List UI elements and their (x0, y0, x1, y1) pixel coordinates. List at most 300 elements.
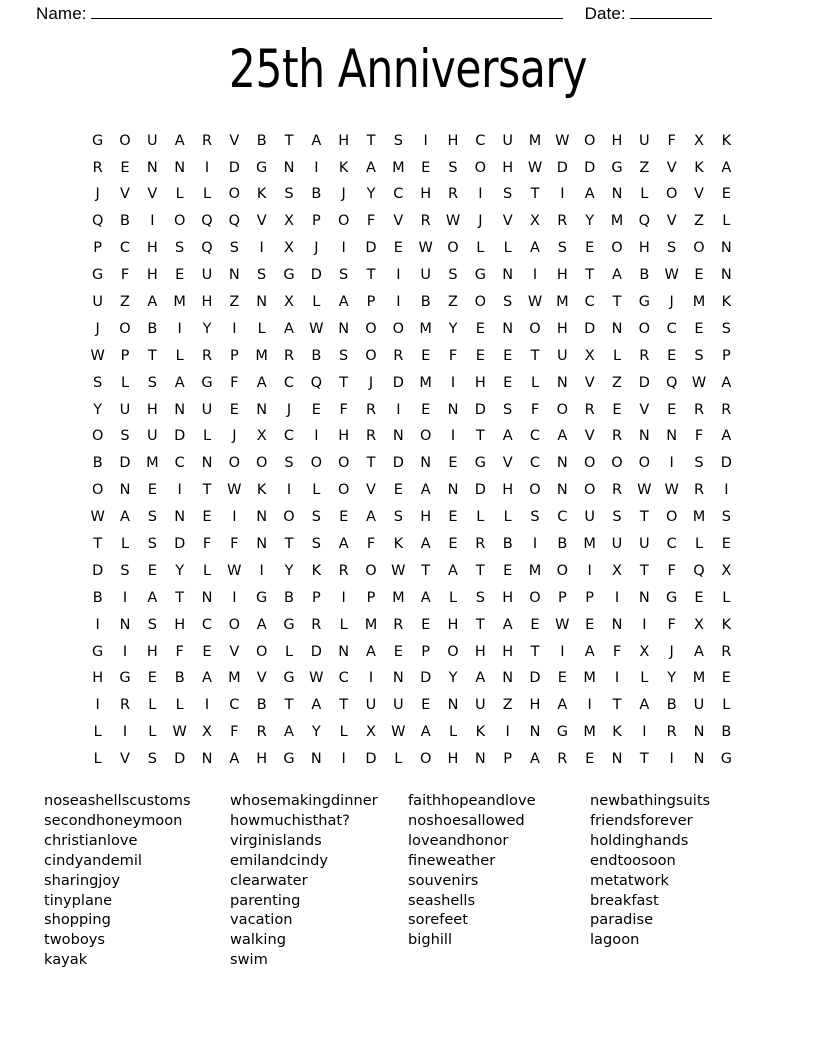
grid-cell[interactable]: O (228, 616, 241, 633)
grid-cell[interactable]: U (201, 267, 213, 284)
grid-cell[interactable]: O (529, 589, 541, 606)
grid-cell[interactable]: D (310, 643, 322, 660)
grid-cell[interactable]: L (120, 374, 130, 391)
grid-cell[interactable]: I (560, 643, 565, 660)
grid-cell[interactable]: F (230, 536, 239, 552)
grid-cell[interactable]: B (174, 670, 185, 687)
grid-cell[interactable]: R (365, 401, 377, 418)
grid-cell[interactable]: T (639, 751, 649, 768)
grid-cell[interactable]: I (177, 320, 182, 337)
grid-cell[interactable]: K (721, 293, 732, 310)
grid-cell[interactable]: E (475, 347, 485, 364)
grid-cell[interactable]: Y (93, 401, 103, 418)
grid-cell[interactable]: S (503, 401, 513, 418)
grid-cell[interactable]: S (284, 186, 294, 203)
grid-cell[interactable]: S (147, 536, 157, 552)
grid-cell[interactable]: L (722, 589, 731, 606)
grid-cell[interactable]: O (529, 482, 541, 499)
grid-cell[interactable]: A (721, 428, 732, 445)
grid-cell[interactable]: I (150, 213, 155, 230)
grid-cell[interactable]: N (392, 670, 404, 687)
grid-cell[interactable]: X (584, 347, 595, 364)
grid-cell[interactable]: L (257, 320, 266, 337)
grid-cell[interactable]: Q (91, 213, 104, 230)
grid-cell[interactable]: A (721, 159, 732, 176)
grid-cell[interactable]: I (396, 401, 401, 418)
word-list-item[interactable]: sharingjoy (44, 871, 120, 889)
grid-cell[interactable]: D (365, 751, 377, 768)
grid-cell[interactable]: R (201, 347, 213, 364)
grid-cell[interactable]: N (447, 401, 459, 418)
grid-cell[interactable]: L (202, 428, 212, 445)
grid-cell[interactable]: E (694, 589, 704, 606)
grid-cell[interactable]: U (557, 347, 568, 364)
grid-cell[interactable]: Q (665, 374, 678, 391)
grid-cell[interactable]: D (174, 536, 186, 552)
grid-cell[interactable]: T (639, 562, 649, 579)
grid-cell[interactable]: I (368, 670, 374, 687)
grid-cell[interactable]: X (284, 213, 294, 230)
grid-cell[interactable]: D (584, 320, 596, 337)
grid-cell[interactable]: S (475, 589, 485, 606)
grid-cell[interactable]: O (119, 320, 131, 337)
grid-cell[interactable]: O (556, 562, 569, 579)
grid-cell[interactable]: H (556, 320, 568, 337)
grid-cell[interactable]: A (448, 562, 458, 579)
grid-cell[interactable]: G (283, 751, 295, 768)
grid-cell[interactable]: I (95, 616, 100, 633)
grid-cell[interactable]: D (420, 670, 432, 687)
grid-cell[interactable]: Y (175, 562, 185, 579)
grid-cell[interactable]: F (667, 132, 676, 149)
grid-cell[interactable]: A (256, 616, 267, 633)
grid-cell[interactable]: A (530, 751, 540, 768)
grid-cell[interactable]: K (475, 724, 486, 741)
grid-cell[interactable]: C (283, 428, 295, 445)
grid-cell[interactable]: W (555, 132, 570, 149)
grid-cell[interactable]: O (474, 293, 487, 310)
grid-cell[interactable]: U (611, 536, 623, 552)
grid-cell[interactable]: L (175, 186, 184, 203)
grid-cell[interactable]: T (93, 536, 103, 552)
grid-cell[interactable]: C (119, 240, 131, 257)
grid-cell[interactable]: N (474, 751, 486, 768)
grid-cell[interactable]: G (92, 267, 104, 284)
grid-cell[interactable]: O (228, 186, 241, 203)
grid-cell[interactable]: V (639, 401, 650, 418)
grid-cell[interactable]: N (556, 374, 568, 391)
grid-cell[interactable]: S (694, 455, 704, 472)
grid-cell[interactable]: G (119, 670, 131, 687)
grid-cell[interactable]: N (502, 267, 514, 284)
grid-cell[interactable]: A (557, 697, 568, 714)
grid-cell[interactable]: N (146, 159, 158, 176)
grid-cell[interactable]: S (503, 186, 513, 203)
word-list-item[interactable]: whosemakingdinner (230, 792, 378, 810)
grid-cell[interactable]: O (173, 213, 186, 230)
grid-cell[interactable]: V (584, 374, 595, 391)
grid-cell[interactable]: E (202, 509, 212, 526)
grid-cell[interactable]: R (557, 213, 568, 230)
grid-cell[interactable]: G (638, 293, 650, 310)
grid-cell[interactable]: X (284, 240, 294, 257)
grid-cell[interactable]: I (122, 643, 128, 660)
grid-cell[interactable]: L (339, 724, 348, 741)
grid-cell[interactable]: L (448, 724, 458, 741)
grid-cell[interactable]: B (639, 267, 650, 284)
grid-cell[interactable]: A (557, 428, 568, 445)
word-list-item[interactable]: emilandcindy (230, 851, 328, 869)
grid-cell[interactable]: M (556, 293, 569, 310)
grid-cell[interactable]: M (583, 536, 596, 552)
grid-cell[interactable]: D (529, 670, 541, 687)
grid-cell[interactable]: M (419, 374, 432, 391)
grid-cell[interactable]: A (366, 159, 376, 176)
grid-cell[interactable]: H (146, 240, 158, 257)
grid-cell[interactable]: D (365, 240, 377, 257)
grid-cell[interactable]: W (90, 509, 105, 526)
grid-cell[interactable]: T (366, 267, 376, 284)
grid-cell[interactable]: S (393, 132, 403, 149)
grid-cell[interactable]: N (310, 751, 322, 768)
grid-cell[interactable]: T (202, 482, 212, 499)
grid-cell[interactable]: O (365, 320, 377, 337)
grid-cell[interactable]: Z (229, 293, 240, 310)
grid-cell[interactable]: X (721, 562, 732, 579)
grid-cell[interactable]: O (583, 455, 596, 472)
grid-cell[interactable]: O (447, 240, 459, 257)
grid-cell[interactable]: C (338, 670, 349, 687)
grid-cell[interactable]: Q (693, 562, 705, 579)
grid-cell[interactable]: M (692, 509, 706, 526)
grid-cell[interactable]: M (255, 347, 268, 364)
grid-cell[interactable]: W (691, 374, 707, 391)
grid-cell[interactable]: I (724, 482, 729, 499)
grid-cell[interactable]: W (172, 724, 187, 741)
grid-cell[interactable]: A (366, 643, 376, 660)
grid-cell[interactable]: S (721, 320, 731, 337)
grid-cell[interactable]: G (474, 455, 486, 472)
grid-cell[interactable]: F (530, 401, 540, 418)
grid-cell[interactable]: I (669, 455, 674, 472)
grid-cell[interactable]: E (448, 509, 458, 526)
grid-cell[interactable]: I (204, 159, 210, 176)
grid-cell[interactable]: O (365, 562, 377, 579)
grid-cell[interactable]: D (92, 562, 104, 579)
grid-cell[interactable]: F (175, 643, 184, 660)
grid-cell[interactable]: I (587, 697, 592, 714)
grid-cell[interactable]: Z (502, 697, 513, 714)
grid-cell[interactable]: H (502, 482, 514, 499)
grid-cell[interactable]: I (450, 374, 456, 391)
grid-cell[interactable]: C (529, 455, 541, 472)
grid-cell[interactable]: E (694, 267, 704, 284)
grid-cell[interactable]: D (474, 401, 486, 418)
grid-cell[interactable]: N (201, 455, 213, 472)
grid-cell[interactable]: O (556, 401, 569, 418)
grid-cell[interactable]: N (556, 455, 568, 472)
grid-cell[interactable]: I (532, 267, 538, 284)
grid-cell[interactable]: C (475, 132, 486, 149)
grid-cell[interactable]: O (337, 482, 350, 499)
grid-cell[interactable]: I (204, 697, 210, 714)
grid-cell[interactable]: N (666, 428, 678, 445)
grid-cell[interactable]: I (642, 616, 647, 633)
grid-cell[interactable]: H (338, 132, 350, 149)
grid-cell[interactable]: O (693, 240, 705, 257)
grid-cell[interactable]: R (693, 482, 705, 499)
grid-cell[interactable]: C (174, 455, 185, 472)
grid-cell[interactable]: N (119, 482, 131, 499)
word-list-item[interactable]: tinyplane (44, 891, 113, 909)
grid-cell[interactable]: E (667, 401, 677, 418)
grid-cell[interactable]: M (364, 616, 378, 633)
grid-cell[interactable]: I (505, 724, 510, 741)
grid-cell[interactable]: X (284, 293, 294, 310)
grid-cell[interactable]: J (314, 240, 319, 257)
grid-cell[interactable]: T (530, 347, 540, 364)
grid-cell[interactable]: A (584, 643, 595, 660)
grid-cell[interactable]: A (420, 536, 431, 552)
grid-cell[interactable]: E (147, 562, 157, 579)
grid-cell[interactable]: Y (585, 213, 595, 230)
grid-cell[interactable]: E (393, 482, 403, 499)
grid-cell[interactable]: N (256, 536, 268, 552)
grid-cell[interactable]: Q (638, 213, 651, 230)
grid-cell[interactable]: L (503, 509, 512, 526)
grid-cell[interactable]: R (721, 643, 732, 660)
grid-cell[interactable]: N (256, 509, 268, 526)
grid-cell[interactable]: E (448, 455, 458, 472)
word-list-item[interactable]: paradise (590, 911, 654, 929)
grid-cell[interactable]: F (667, 562, 676, 579)
grid-cell[interactable]: F (667, 616, 676, 633)
word-list-item[interactable]: fineweather (408, 851, 496, 869)
grid-cell[interactable]: W (555, 616, 570, 633)
grid-cell[interactable]: E (475, 320, 485, 337)
grid-cell[interactable]: X (694, 616, 704, 633)
grid-cell[interactable]: O (583, 132, 596, 149)
grid-cell[interactable]: C (201, 616, 213, 633)
grid-cell[interactable]: S (257, 267, 267, 284)
word-list-item[interactable]: swim (230, 951, 268, 969)
grid-cell[interactable]: E (667, 347, 677, 364)
grid-cell[interactable]: Q (310, 374, 323, 391)
grid-cell[interactable]: L (284, 643, 294, 660)
grid-cell[interactable]: E (503, 562, 513, 579)
grid-cell[interactable]: G (283, 670, 295, 687)
grid-cell[interactable]: S (503, 293, 513, 310)
grid-cell[interactable]: H (146, 401, 158, 418)
grid-cell[interactable]: N (174, 159, 186, 176)
grid-cell[interactable]: G (283, 267, 295, 284)
grid-cell[interactable]: H (638, 240, 650, 257)
grid-cell[interactable]: M (692, 293, 706, 310)
grid-cell[interactable]: I (642, 724, 647, 741)
grid-cell[interactable]: E (721, 186, 731, 203)
grid-cell[interactable]: H (92, 670, 104, 687)
grid-cell[interactable]: E (339, 509, 349, 526)
grid-cell[interactable]: T (339, 374, 349, 391)
grid-cell[interactable]: U (119, 401, 131, 418)
grid-cell[interactable]: P (585, 589, 595, 606)
grid-cell[interactable]: K (721, 132, 732, 149)
grid-cell[interactable]: G (474, 267, 486, 284)
grid-cell[interactable]: O (228, 455, 241, 472)
grid-cell[interactable]: P (557, 589, 567, 606)
grid-cell[interactable]: B (147, 320, 158, 337)
grid-cell[interactable]: A (420, 482, 431, 499)
grid-cell[interactable]: D (174, 428, 186, 445)
grid-cell[interactable]: L (640, 670, 649, 687)
grid-cell[interactable]: A (311, 132, 322, 149)
grid-cell[interactable]: N (611, 751, 623, 768)
grid-cell[interactable]: S (311, 536, 321, 552)
word-list-item[interactable]: vacation (230, 911, 293, 929)
grid-cell[interactable]: F (230, 374, 239, 391)
grid-cell[interactable]: E (175, 267, 185, 284)
grid-cell[interactable]: K (721, 616, 732, 633)
grid-cell[interactable]: L (476, 509, 485, 526)
grid-cell[interactable]: E (530, 616, 540, 633)
grid-cell[interactable]: I (232, 509, 237, 526)
grid-cell[interactable]: B (311, 347, 322, 364)
word-list-item[interactable]: loveandhonor (408, 831, 509, 849)
date-input-line[interactable] (630, 4, 712, 19)
grid-cell[interactable]: O (611, 240, 623, 257)
grid-cell[interactable]: H (420, 186, 432, 203)
grid-cell[interactable]: O (91, 428, 104, 445)
grid-cell[interactable]: D (392, 455, 404, 472)
grid-cell[interactable]: L (694, 536, 704, 552)
grid-cell[interactable]: O (365, 347, 377, 364)
grid-cell[interactable]: A (284, 724, 294, 741)
grid-cell[interactable]: W (445, 213, 461, 230)
grid-cell[interactable]: V (502, 455, 513, 472)
grid-cell[interactable]: I (450, 428, 456, 445)
grid-cell[interactable]: T (421, 562, 431, 579)
grid-cell[interactable]: I (532, 536, 538, 552)
grid-cell[interactable]: T (612, 293, 622, 310)
grid-cell[interactable]: I (259, 240, 264, 257)
grid-cell[interactable]: K (612, 724, 622, 741)
grid-cell[interactable]: L (148, 724, 157, 741)
grid-cell[interactable]: O (419, 751, 432, 768)
grid-cell[interactable]: N (720, 240, 732, 257)
grid-cell[interactable]: S (393, 509, 403, 526)
grid-cell[interactable]: S (448, 159, 458, 176)
grid-cell[interactable]: U (420, 267, 431, 284)
grid-cell[interactable]: O (119, 132, 131, 149)
grid-cell[interactable]: U (92, 293, 103, 310)
grid-cell[interactable]: W (637, 482, 652, 499)
grid-cell[interactable]: B (420, 293, 431, 310)
grid-cell[interactable]: S (311, 509, 321, 526)
grid-cell[interactable]: P (421, 643, 431, 660)
grid-cell[interactable]: L (339, 616, 348, 633)
grid-cell[interactable]: A (530, 240, 540, 257)
name-input-line[interactable] (91, 4, 563, 19)
grid-cell[interactable]: E (147, 670, 157, 687)
grid-cell[interactable]: S (557, 240, 567, 257)
grid-cell[interactable]: E (120, 159, 130, 176)
grid-cell[interactable]: J (286, 401, 292, 418)
grid-cell[interactable]: R (611, 482, 623, 499)
grid-cell[interactable]: E (421, 347, 431, 364)
grid-cell[interactable]: N (447, 482, 459, 499)
word-list-item[interactable]: seashells (408, 891, 476, 909)
grid-cell[interactable]: T (284, 697, 294, 714)
grid-cell[interactable]: C (666, 536, 677, 552)
grid-cell[interactable]: V (256, 670, 267, 687)
grid-cell[interactable]: Z (639, 159, 650, 176)
grid-cell[interactable]: R (365, 428, 377, 445)
grid-cell[interactable]: E (448, 536, 458, 552)
grid-cell[interactable]: G (720, 751, 732, 768)
grid-cell[interactable]: P (366, 589, 376, 606)
grid-cell[interactable]: J (368, 374, 374, 391)
grid-cell[interactable]: A (502, 428, 513, 445)
grid-cell[interactable]: A (502, 616, 513, 633)
word-search-grid[interactable] (84, 128, 740, 773)
grid-cell[interactable]: A (639, 697, 650, 714)
grid-cell[interactable]: I (341, 589, 346, 606)
grid-cell[interactable]: I (122, 724, 128, 741)
grid-cell[interactable]: W (527, 159, 543, 176)
grid-cell[interactable]: M (146, 455, 159, 472)
grid-cell[interactable]: L (722, 213, 731, 230)
grid-cell[interactable]: F (230, 724, 239, 741)
grid-cell[interactable]: L (312, 482, 321, 499)
grid-cell[interactable]: O (392, 320, 405, 337)
grid-cell[interactable]: O (665, 186, 678, 203)
grid-cell[interactable]: V (694, 186, 704, 203)
grid-cell[interactable]: T (147, 347, 157, 364)
grid-cell[interactable]: B (256, 132, 267, 149)
grid-cell[interactable]: D (556, 159, 568, 176)
word-list-item[interactable]: friendsforever (590, 811, 693, 829)
grid-cell[interactable]: B (666, 697, 677, 714)
grid-cell[interactable]: V (366, 482, 376, 499)
grid-cell[interactable]: E (585, 751, 595, 768)
grid-cell[interactable]: E (229, 401, 239, 418)
grid-cell[interactable]: T (612, 697, 622, 714)
grid-cell[interactable]: C (584, 293, 595, 310)
grid-cell[interactable]: C (393, 186, 404, 203)
grid-cell[interactable]: R (639, 347, 650, 364)
grid-cell[interactable]: I (614, 670, 620, 687)
grid-cell[interactable]: L (93, 724, 102, 741)
grid-cell[interactable]: A (174, 132, 185, 149)
grid-cell[interactable]: M (173, 293, 186, 310)
grid-cell[interactable]: I (341, 751, 346, 768)
grid-cell[interactable]: B (557, 536, 568, 552)
grid-cell[interactable]: A (174, 374, 185, 391)
grid-cell[interactable]: B (92, 589, 103, 606)
grid-cell[interactable]: T (530, 643, 540, 660)
grid-cell[interactable]: A (284, 320, 294, 337)
word-list-item[interactable]: cindyandemil (44, 851, 142, 869)
grid-cell[interactable]: K (256, 482, 267, 499)
grid-cell[interactable]: B (502, 536, 513, 552)
grid-cell[interactable]: R (283, 347, 295, 364)
word-list-item[interactable]: noseashellscustoms (44, 792, 191, 810)
grid-cell[interactable]: G (256, 589, 268, 606)
grid-cell[interactable]: O (310, 455, 323, 472)
word-list-item[interactable]: christianlove (44, 831, 138, 849)
grid-cell[interactable]: L (612, 347, 622, 364)
grid-cell[interactable]: C (229, 697, 240, 714)
